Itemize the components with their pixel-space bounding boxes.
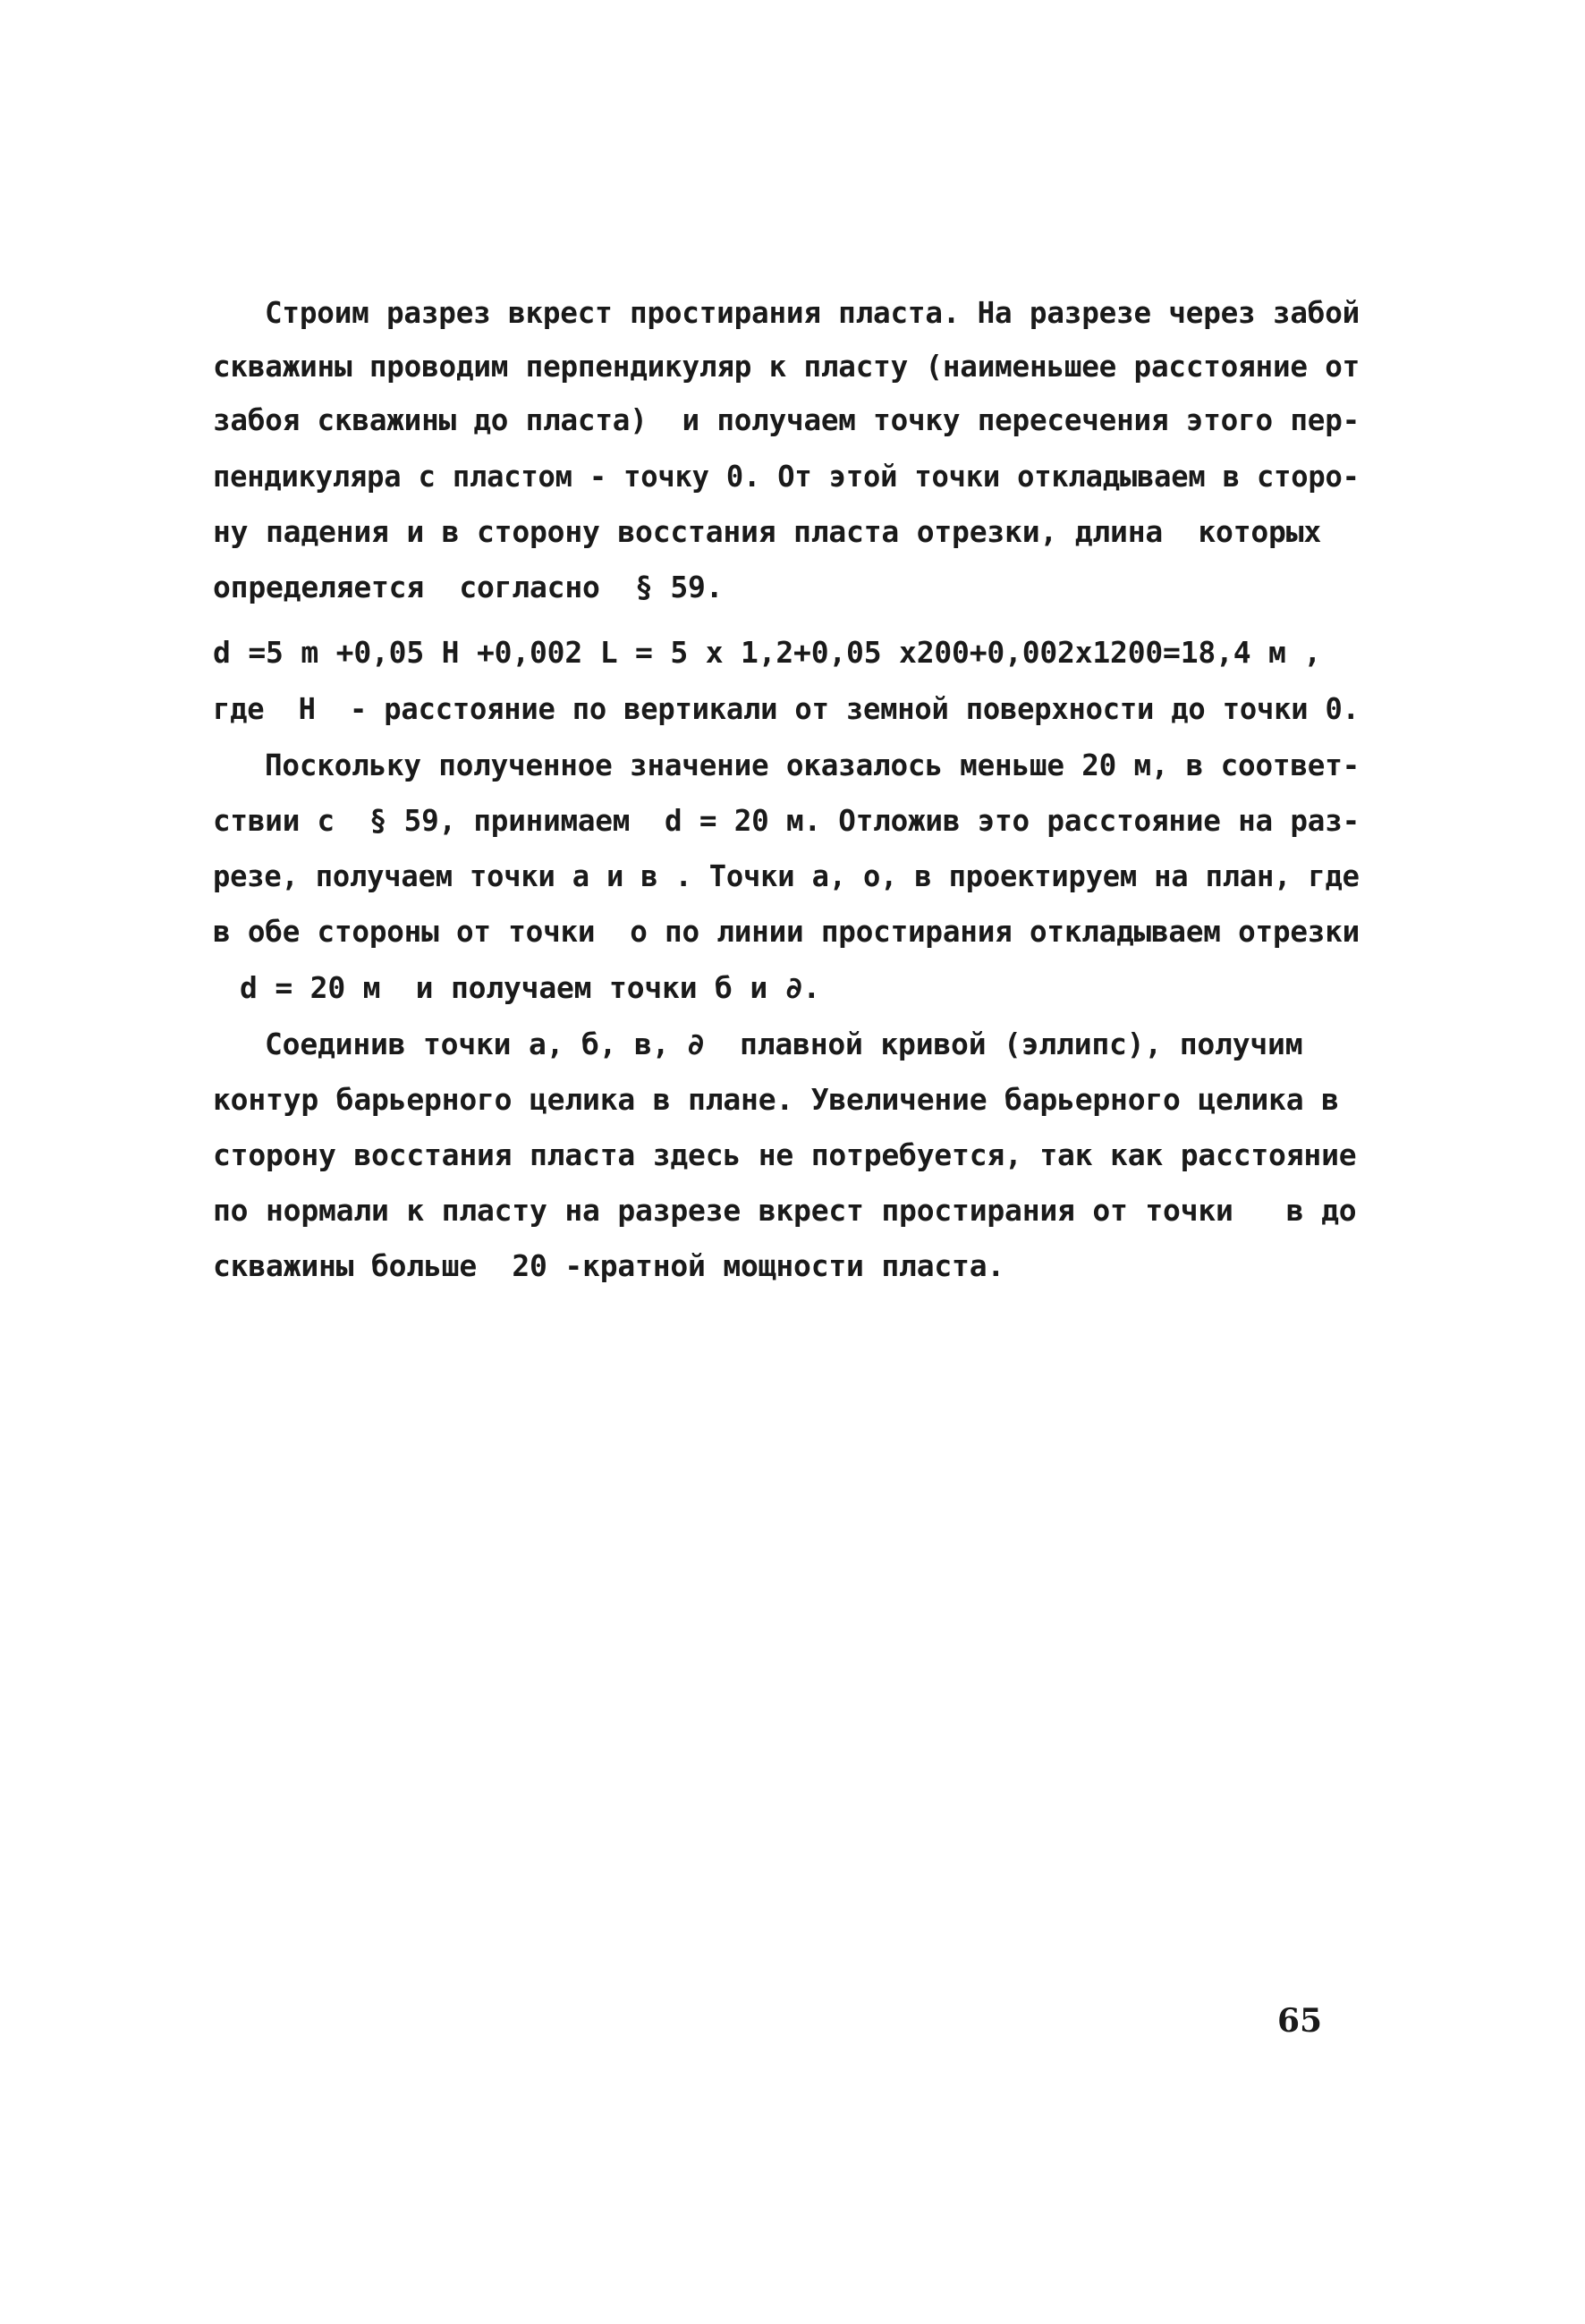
text-line-1: Строим разрез вкрест простирания пласта. На разрезе через забой [265, 295, 1360, 330]
text-line-17: по нормали к пласту на разрезе вкрест простирания от точки в до [213, 1193, 1357, 1228]
text-line-16: сторону восстания пласта здесь не потребуется, так как расстояние [213, 1137, 1357, 1172]
formula-line: d =5 m +0,05 H +0,002 L = 5 x 1,2+0,05 x200+0,002x1200=18,4 м , [213, 635, 1322, 670]
text-line-14: Соединив точки а, б, в, ∂ плавной кривой (эллипс), получим [265, 1027, 1303, 1061]
text-line-12: в обе стороны от точки о по линии простирания откладываем отрезки [213, 914, 1360, 949]
text-line-10: ствии с § 59, принимаем d = 20 м. Отложив это расстояние на раз- [213, 803, 1360, 838]
text-line-5: ну падения и в сторону восстания пласта отрезки, длина которых [213, 514, 1322, 549]
text-line-2: скважины проводим перпендикуляр к пласту (наименьшее расстояние от [213, 349, 1360, 384]
text-line-6: определяется согласно § 59. [213, 570, 724, 604]
text-line-4: пендикуляра с пластом - точку 0. От этой точки откладываем в сторо- [213, 459, 1360, 494]
text-line-9: Поскольку полученное значение оказалось меньше 20 м, в соответ- [265, 748, 1360, 782]
text-line-8: где H - расстояние по вертикали от земной поверхности до точки 0. [213, 691, 1360, 726]
text-line-3: забоя скважины до пласта) и получаем точку пересечения этого пер- [213, 402, 1360, 437]
text-line-15: контур барьерного целика в плане. Увеличение барьерного целика в [213, 1082, 1339, 1117]
text-line-18: скважины больше 20 -кратной мощности пласта. [213, 1248, 1005, 1283]
page-number: 65 [1277, 2002, 1323, 2040]
text-line-11: резе, получаем точки а и в . Точки а, о, в проектируем на план, где [213, 858, 1360, 893]
text-line-13: d = 20 м и получаем точки б и ∂. [240, 970, 821, 1005]
